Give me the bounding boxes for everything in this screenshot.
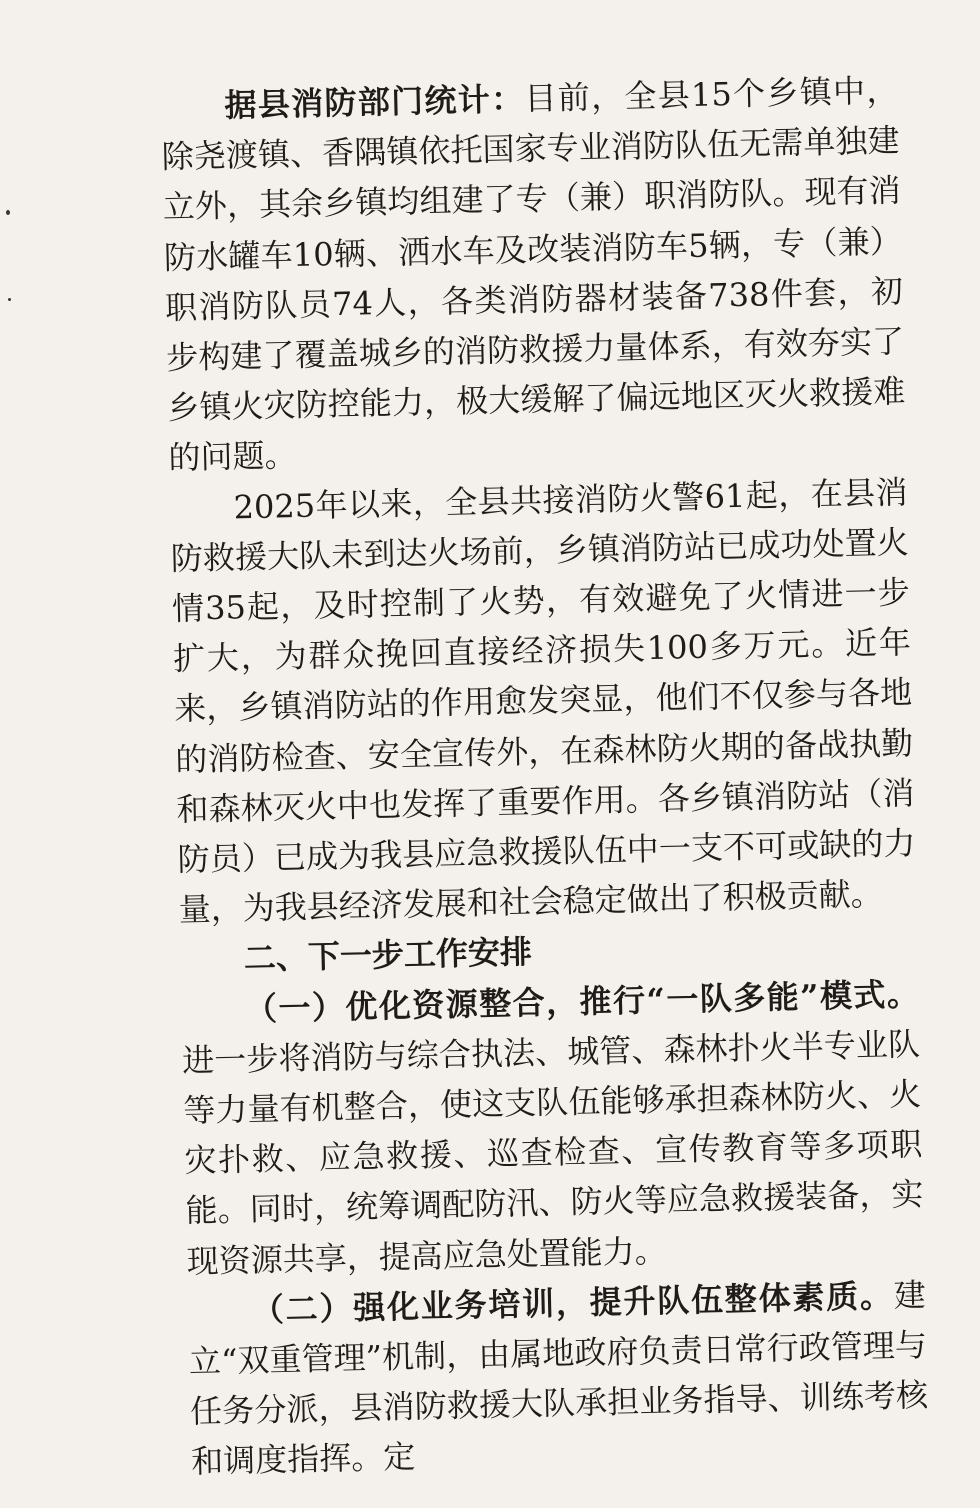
section-heading: 二、下一步工作安排 bbox=[243, 933, 533, 978]
paragraph-body: 目前，全县15个乡镇中，除尧渡镇、香隅镇依托国家专业消防队伍无需单独建立外，其余乡镇均组建了专（兼）职消防队。现有消防水罐车10辆、洒水车及改装消防车5辆，专（兼）职消防队员74人，各类消防器材装备738件套，初步构建了覆盖城乡的消防救援力量体系，有效夯实了乡镇火灾防控能力，极大缓解了偏远地区灭火救援难的问题。 bbox=[161, 71, 906, 478]
scan-speck bbox=[6, 210, 10, 215]
paragraph-item-2 bbox=[187, 1270, 929, 1488]
item-heading: （二）强化业务培训，提升队伍整体素质。 bbox=[251, 1276, 895, 1330]
paragraph-lead: 据县消防部门统计： bbox=[224, 79, 525, 125]
paragraph-body: 进一步将消防与综合执法、城管、森林扑火半专业队等力量有机整合，使这支队伍能够承担森林防火、火灾扑救、应急救援、巡查检查、宣传教育等多项职能。同时，统筹调配防汛、防火等应急救援装备，实现资源共享，提高应急处置能力。 bbox=[181, 1024, 924, 1281]
paragraph-results bbox=[169, 467, 917, 935]
paragraph-body: 2025年以来，全县共接消防火警61起，在县消防救援大队未到达火场前，乡镇消防站已成功处置火情35起，及时控制了火势，有效避免了火情进一步扩大，为群众挽回直接经济损失100多万元。近年来，乡镇消防站的作用愈发突显，他们不仅参与各地的消防检查、安全宣传外，在森林防火期的备战执勤和森林灭火中也发挥了重要作用。各乡镇消防站（消防员）已成为我县应急救援队伍中一支不可或缺的力量，为我县经济发展和社会稳定做出了积极贡献。 bbox=[170, 472, 916, 930]
document-body bbox=[160, 65, 930, 1487]
paragraph-body: 建立“双重管理”机制，由属地政府负责日常行政管理与任务分派，县消防救援大队承担业务指导、训练考核和调度指挥。定 bbox=[188, 1275, 929, 1482]
paragraph-statistics bbox=[160, 65, 907, 483]
item-heading: （一）优化资源整合，推行“一队多能”模式。 bbox=[244, 974, 920, 1028]
paragraph-item-1 bbox=[181, 969, 926, 1287]
scan-speck bbox=[8, 298, 11, 301]
